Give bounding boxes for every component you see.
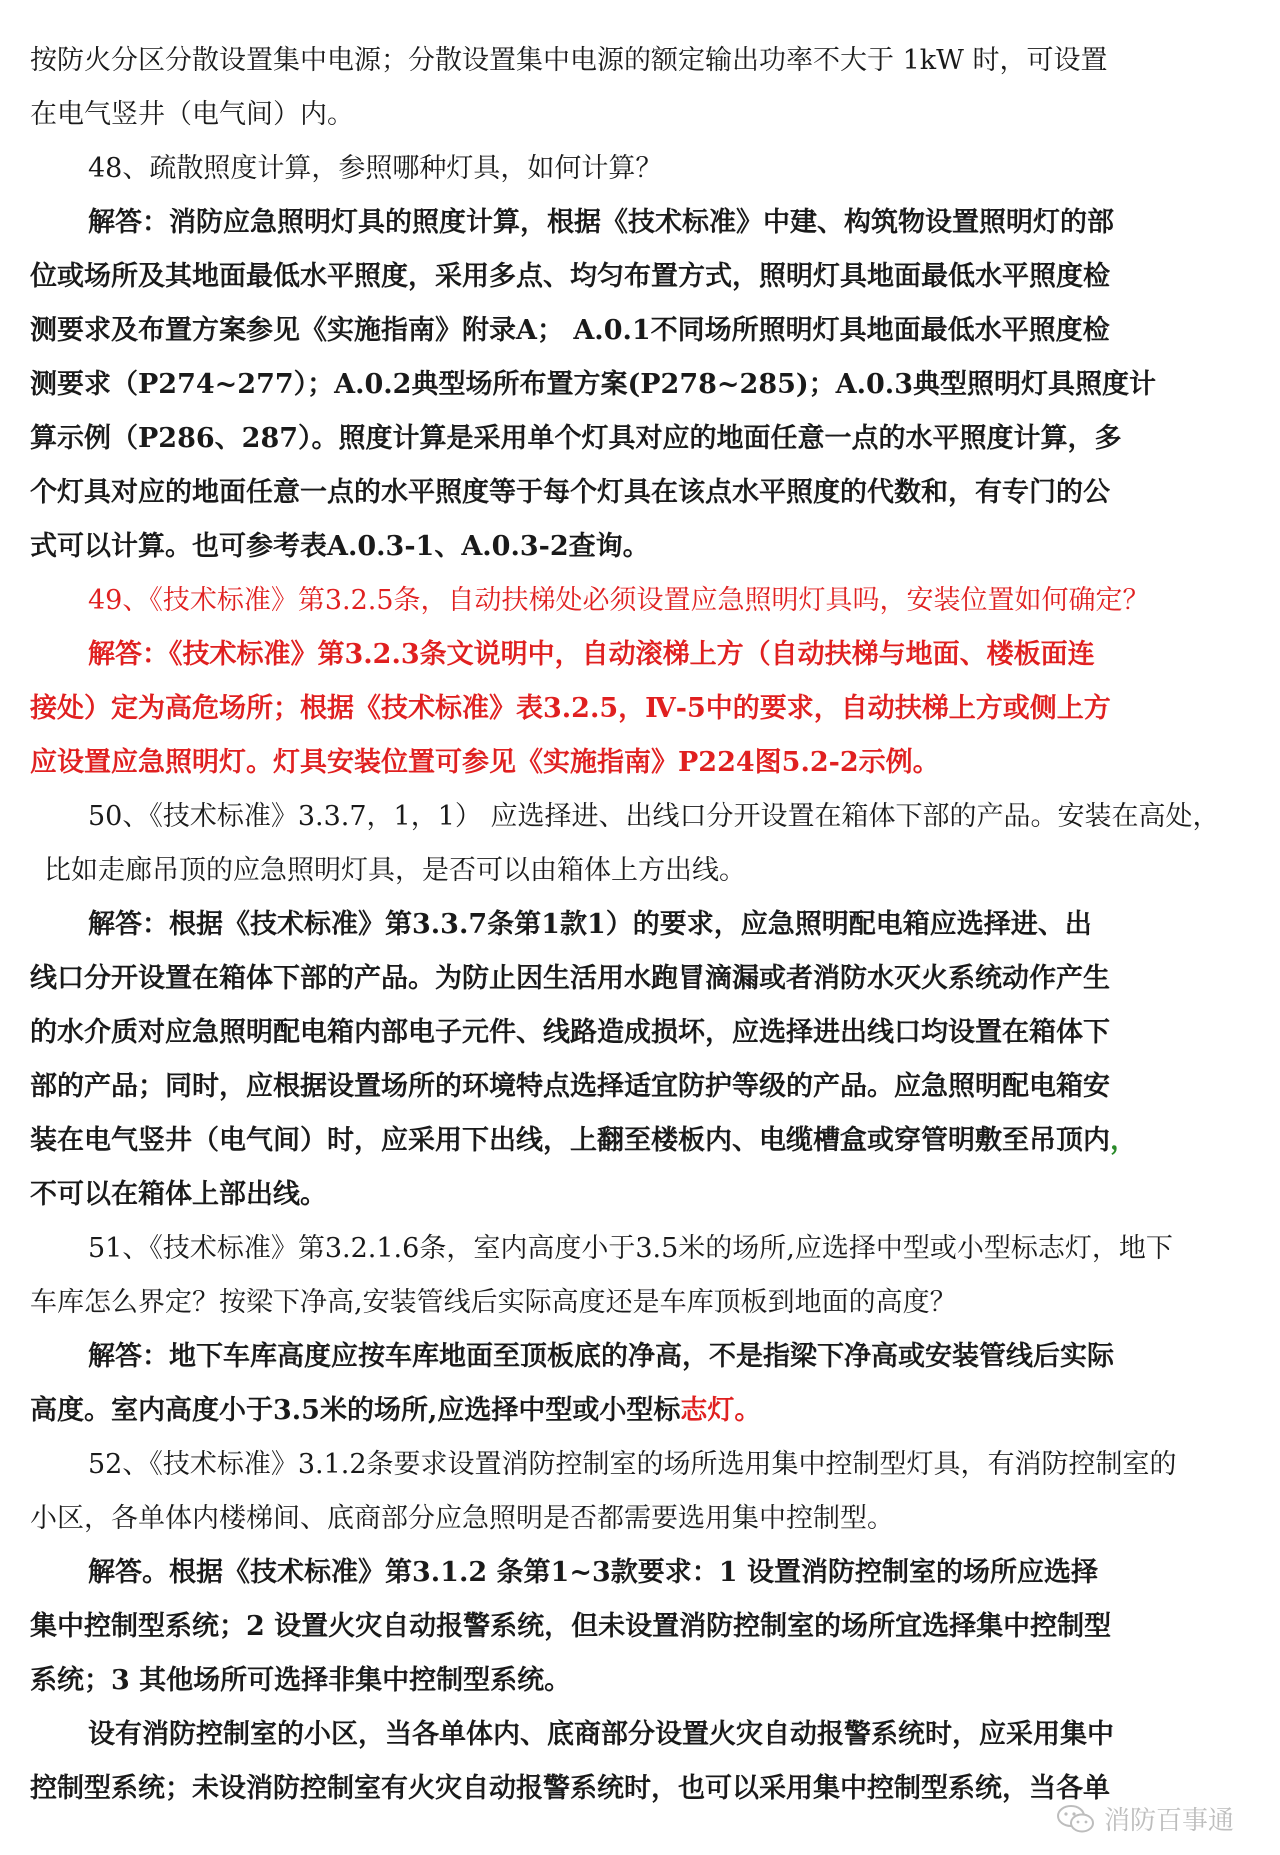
text-line: 部的产品；同时，应根据设置场所的环境特点选择适宜防护等级的产品。应急照明配电箱安 (30, 1071, 1110, 1102)
question-48: 48、疏散照度计算，参照哪种灯具，如何计算？ (88, 153, 663, 184)
document-page (30, 34, 1250, 1816)
text-line: 小区，各单体内楼梯间、底商部分应急照明是否都需要选用集中控制型。 (30, 1503, 894, 1534)
text-line: 按防火分区分散设置集中电源；分散设置集中电源的额定输出功率不大于 1kW 时，可设置 (30, 45, 1108, 76)
text-line: 个灯具对应的地面任意一点的水平照度等于每个灯具在该点水平照度的代数和，有专门的公 (30, 477, 1110, 508)
text-line: 测要求及布置方案参见《实施指南》附录A； A.0.1不同场所照明灯具地面最低水平照度检 (30, 315, 1110, 346)
green-comma: ， (1110, 1125, 1137, 1156)
text-line (30, 1384, 1250, 1438)
watermark-text: 消防百事通 (1103, 1806, 1234, 1836)
text-line: 算示例（P286、287）。照度计算是采用单个灯具对应的地面任意一点的水平照度计算，多 (30, 423, 1122, 454)
text-line: 线口分开设置在箱体下部的产品。为防止因生活用水跑冒滴漏或者消防水灭火系统动作产生 (30, 963, 1110, 994)
text-line: 式可以计算。也可参考表A.0.3-1、A.0.3-2查询。 (30, 531, 650, 562)
answer-51: 解答：地下车库高度应按车库地面至顶板底的净高，不是指梁下净高或安装管线后实际 (88, 1341, 1114, 1372)
text-line: 的水介质对应急照明配电箱内部电子元件、线路造成损坏，应选择进出线口均设置在箱体下 (30, 1017, 1110, 1048)
question-49: 49、《技术标准》第3.2.5条，自动扶梯处必须设置应急照明灯具吗，安装位置如何确定？ (88, 585, 1150, 616)
text-span: 高度。室内高度小于3.5米的场所,应选择中型或小型标 (30, 1395, 681, 1426)
text-line: 比如走廊吊顶的应急照明灯具，是否可以由箱体上方出线。 (44, 855, 746, 886)
question-50: 50、《技术标准》3.3.7，1，1） 应选择进、出线口分开设置在箱体下部的产品。安装在高处， (88, 801, 1220, 832)
text-line: 不可以在箱体上部出线。 (30, 1179, 327, 1210)
text-line: 控制型系统；未设消防控制室有火灾自动报警系统时，也可以采用集中控制型系统，当各单 (30, 1773, 1110, 1804)
question-51: 51、《技术标准》第3.2.1.6条，室内高度小于3.5米的场所,应选择中型或小型标志灯，地下 (88, 1233, 1173, 1264)
answer-50: 解答：根据《技术标准》第3.3.7条第1款1）的要求，应急照明配电箱应选择进、出 (88, 909, 1092, 940)
text-line (30, 1114, 1250, 1168)
text-line: 接处）定为高危场所；根据《技术标准》表3.2.5，Ⅳ-5中的要求，自动扶梯上方或侧上方 (30, 693, 1111, 724)
answer-49: 解答：《技术标准》第3.2.3条文说明中，自动滚梯上方（自动扶梯与地面、楼板面连 (88, 639, 1095, 670)
text-line: 在电气竖井（电气间）内。 (30, 99, 354, 130)
red-highlight: 志灯。 (680, 1395, 762, 1426)
answer-48: 解答：消防应急照明灯具的照度计算，根据《技术标准》中建、构筑物设置照明灯的部 (88, 207, 1114, 238)
text-line: 设有消防控制室的小区，当各单体内、底商部分设置火灾自动报警系统时，应采用集中 (88, 1719, 1114, 1750)
text-line: 系统；3 其他场所可选择非集中控制型系统。 (30, 1665, 572, 1696)
answer-52: 解答。根据《技术标准》第3.1.2 条第1~3款要求：1 设置消防控制室的场所应选择 (88, 1557, 1098, 1588)
text-line: 位或场所及其地面最低水平照度，采用多点、均匀布置方式，照明灯具地面最低水平照度检 (30, 261, 1110, 292)
text-line: 测要求（P274~277）；A.0.2典型场所布置方案(P278~285)；A.0.3典型照明灯具照度计 (30, 369, 1156, 400)
text-line: 应设置应急照明灯。灯具安装位置可参见《实施指南》P224图5.2-2示例。 (30, 747, 940, 778)
question-52: 52、《技术标准》3.1.2条要求设置消防控制室的场所选用集中控制型灯具，有消防控制室的 (88, 1449, 1177, 1480)
wechat-icon (1056, 1803, 1096, 1835)
text-line: 车库怎么界定？按梁下净高,安装管线后实际高度还是车库顶板到地面的高度？ (30, 1287, 957, 1318)
watermark (1056, 1800, 1234, 1837)
text-span: 装在电气竖井（电气间）时，应采用下出线，上翻至楼板内、电缆槽盒或穿管明敷至吊顶内 (30, 1125, 1110, 1156)
text-line: 集中控制型系统；2 设置火灾自动报警系统，但未设置消防控制室的场所宜选择集中控制型 (30, 1611, 1112, 1642)
